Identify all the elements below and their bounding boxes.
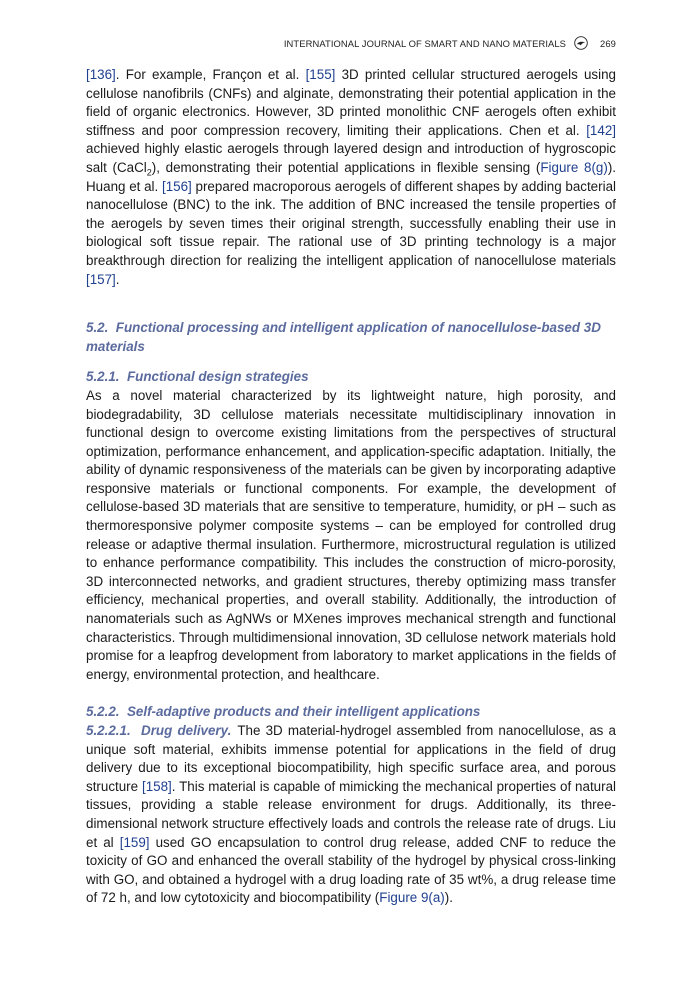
text-run: . For example, Françon et al. (115, 67, 306, 82)
page-number: 269 (600, 37, 616, 49)
citation-link[interactable]: [156] (161, 178, 192, 194)
paragraph-drug-delivery (86, 722, 616, 908)
text-run: ), demonstrating their potential applications in flexible sensing ( (151, 159, 541, 175)
journal-title: INTERNATIONAL JOURNAL OF SMART AND NANO MATERIALS (283, 37, 567, 49)
subsection-number: 5.2.2. (86, 704, 120, 720)
text-run: ). Huang et al. (86, 159, 616, 194)
subsubsection-title: Drug delivery. (141, 723, 232, 738)
subsection-title: Self-adaptive products and their intelligent applications (126, 704, 481, 720)
citation-link[interactable]: [159] (119, 834, 150, 850)
citation-link[interactable]: [142] (586, 122, 616, 138)
subsection-heading-5-2-2 (86, 703, 616, 722)
section-title: Functional processing and intelligent application of nanocellulose-based 3D materials (86, 320, 601, 354)
subsection-title: Functional design strategies (126, 369, 309, 385)
text-run: prepared macroporous aerogels of different shapes by adding bacterial nanocellulose (BNC) to the ink. The addition of BNC increased the tensile properties of the aerogels by seven times their original strength, successfully enabling their use in biological soft tissue repair. The rational use of 3D printing technology is a major breakthrough direction for realizing the intelligent application of nanocellulose materials (86, 178, 616, 268)
section-number: 5.2. (86, 320, 109, 336)
subsection-number: 5.2.1. (86, 369, 120, 385)
citation-link[interactable]: [158] (141, 778, 172, 794)
citation-link[interactable]: [136] (86, 67, 116, 82)
subsubsection-number: 5.2.2.1. (86, 723, 131, 738)
text-run: 3D printed cellular structured aerogels using cellulose nanofibrils (CNFs) and alginate, demonstrating their potential application in the field of organic electronics. However, 3D printed monolithic CNF aerogels often exhibit stiffness and poor compression recovery, limiting their applications. Chen et al. (86, 67, 616, 138)
taylor-francis-logo-icon (574, 36, 588, 50)
runin-heading-5-2-2-1 (86, 723, 231, 738)
subsection-heading-5-2-1 (86, 368, 616, 387)
text-run: used GO encapsulation to control drug release, added CNF to reduce the toxicity of GO and enhanced the overall stability of the hydrogel by physical cross-linking with GO, and obtained a hydrogel with a drug loading rate of 35 wt%, a drug release time of 72 h, and low cytotoxicity and biocompatibility ( (86, 834, 617, 906)
figure-link[interactable]: Figure 9(a) (379, 890, 445, 906)
section-heading-5-2 (86, 319, 616, 356)
text-run: . This material is capable of mimicking the mechanical properties of natural tissues, providing a stable release environment for drugs. Additionally, its three-dimensional network structure effectively loads and controls the release rate of drugs. Liu et al (86, 778, 617, 850)
citation-link[interactable]: [157] (86, 271, 116, 287)
text-run: achieved highly elastic aerogels through layered design and introduction of hygroscopic salt (CaCl (86, 141, 616, 175)
running-header (86, 32, 616, 54)
paragraph-continuation (86, 66, 616, 289)
paragraph-functional-design: As a novel material characterized by its lightweight nature, high porosity, and biodegradability, 3D cellulose materials necessitate multidisciplinary innovation in functional design to overcome existing limitations from the perspectives of structural optimization, performance enhancement, and application-specific adaptation. Initially, the ability of dynamic responsiveness of the materials can be given by incorporating adaptive responsive materials or functional components. For example, the development of cellulose-based 3D materials that are sensitive to temperature, humidity, or pH – such as thermoresponsive polymer composite systems – can be employed for controlled drug release or adaptive thermal insulation. Furthermore, microstructural regulation is utilized to enhance performance compatibility. This includes the construction of micro-porosity, 3D interconnected networks, and gradient structures, thereby optimizing mass transfer efficiency, mechanical properties, and overall stability. Additionally, the introduction of nanomaterials such as AgNWs or MXenes improves mechanical strength and functional characteristics. Through multidimensional innovation, 3D cellulose network materials hold promise for a leapfrog development from laboratory to market applications in the fields of energy, environmental protection, and healthcare. (86, 387, 616, 682)
figure-link[interactable]: Figure 8(g) (540, 159, 608, 175)
text-run: . (115, 271, 120, 287)
citation-link[interactable]: [155] (305, 67, 336, 82)
subscript: 2 (146, 167, 152, 178)
text-run: ). (444, 890, 453, 906)
text-run: The 3D material-hydrogel assembled from nanocellulose, as a unique soft material, exhibits immense potential for applications in the field of drug delivery due to its exceptional biocompatibility, high specific surface area, and porous structure (86, 723, 616, 794)
